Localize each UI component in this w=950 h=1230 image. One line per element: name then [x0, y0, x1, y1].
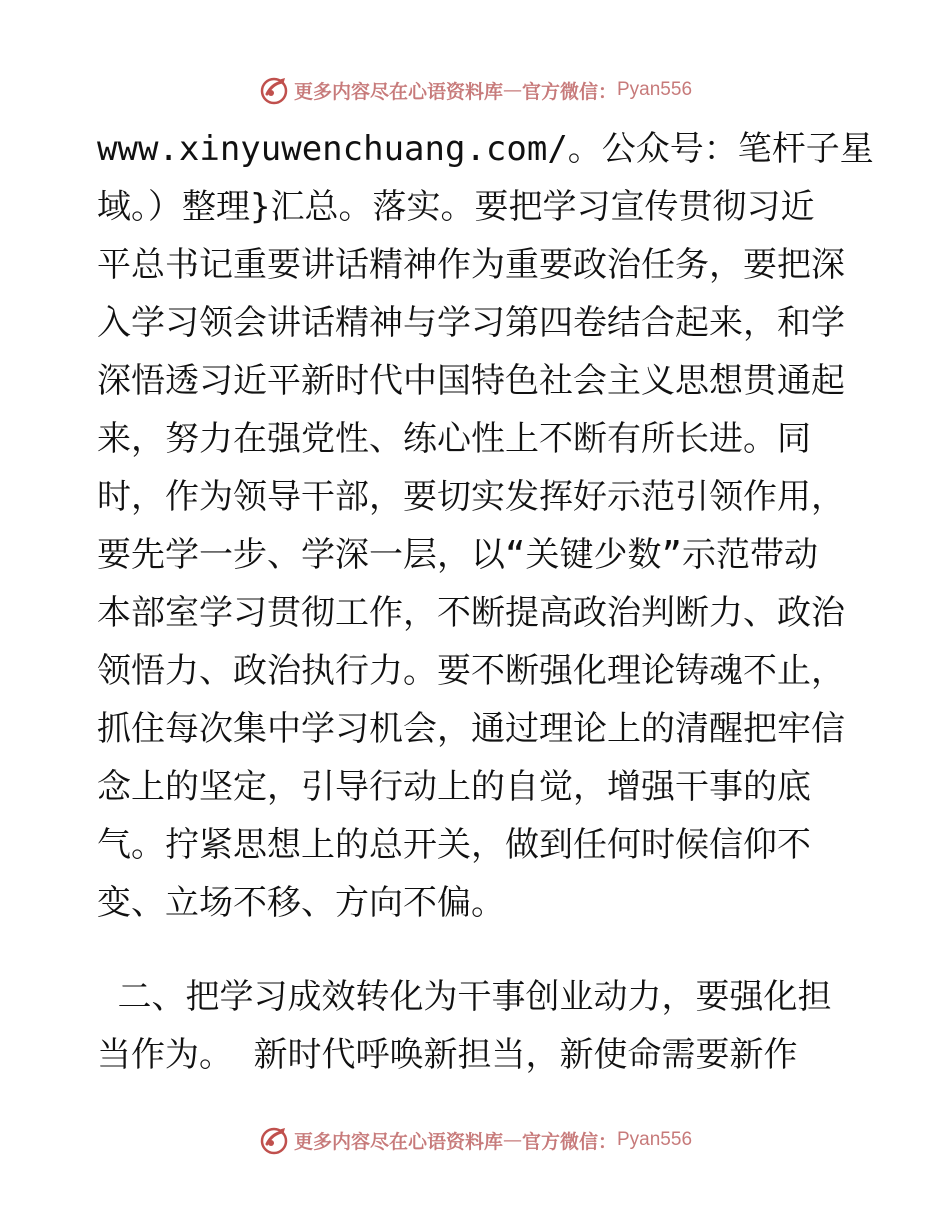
banner-wechat-handle: Pyan556 — [617, 79, 693, 100]
banner-text: 更多内容尽在心语资料库 — [293, 1130, 503, 1153]
brand-logo-icon — [258, 1124, 290, 1156]
header-watermark-banner — [0, 73, 950, 107]
banner-wechat-label: 官方微信： — [521, 80, 617, 103]
banner-dash: — — [502, 79, 522, 101]
text-line: www.xinyuwenchuang.com/。公众号：笔杆子星 — [97, 129, 874, 169]
text-line: 时，作为领导干部，要切实发挥好示范引领作用， — [97, 477, 845, 517]
text-line: 领悟力、政治执行力。要不断强化理论铸魂不止， — [97, 651, 845, 691]
text-line: 变、立场不移、方向不偏。 — [97, 883, 505, 923]
text-line: 域。）整理}汇总。落实。要把学习宣传贯彻习近 — [97, 187, 815, 227]
text-line: 念上的坚定，引导行动上的自觉，增强干事的底 — [97, 767, 811, 807]
banner-wechat-label: 官方微信： — [521, 1130, 617, 1153]
text-line: 来，努力在强党性、练心性上不断有所长进。同 — [97, 419, 811, 459]
document-body — [97, 120, 874, 1084]
section-heading-line: 二、把学习成效转化为干事创业动力，要强化担 — [97, 977, 832, 1017]
banner-wechat-handle: Pyan556 — [617, 1129, 693, 1150]
text-line: 本部室学习贯彻工作，不断提高政治判断力、政治 — [97, 593, 845, 633]
footer-watermark-banner — [0, 1123, 950, 1157]
text-line: 入学习领会讲话精神与学习第四卷结合起来，和学 — [97, 303, 845, 343]
text-line: 深悟透习近平新时代中国特色社会主义思想贯通起 — [97, 361, 845, 401]
text-line: 气。拧紧思想上的总开关，做到任何时候信仰不 — [97, 825, 811, 865]
text-line: 平总书记重要讲话精神作为重要政治任务，要把深 — [97, 245, 845, 285]
brand-logo-icon — [258, 74, 290, 106]
text-line: 要先学一步、学深一层，以“关键少数”示范带动 — [97, 535, 818, 575]
text-line: 抓住每次集中学习机会，通过理论上的清醒把牢信 — [97, 709, 845, 749]
text-line: 当作为。 新时代呼唤新担当，新使命需要新作 — [97, 1035, 798, 1075]
banner-text: 更多内容尽在心语资料库 — [293, 80, 503, 103]
banner-dash: — — [502, 1129, 522, 1151]
paragraph-gap — [97, 932, 857, 968]
